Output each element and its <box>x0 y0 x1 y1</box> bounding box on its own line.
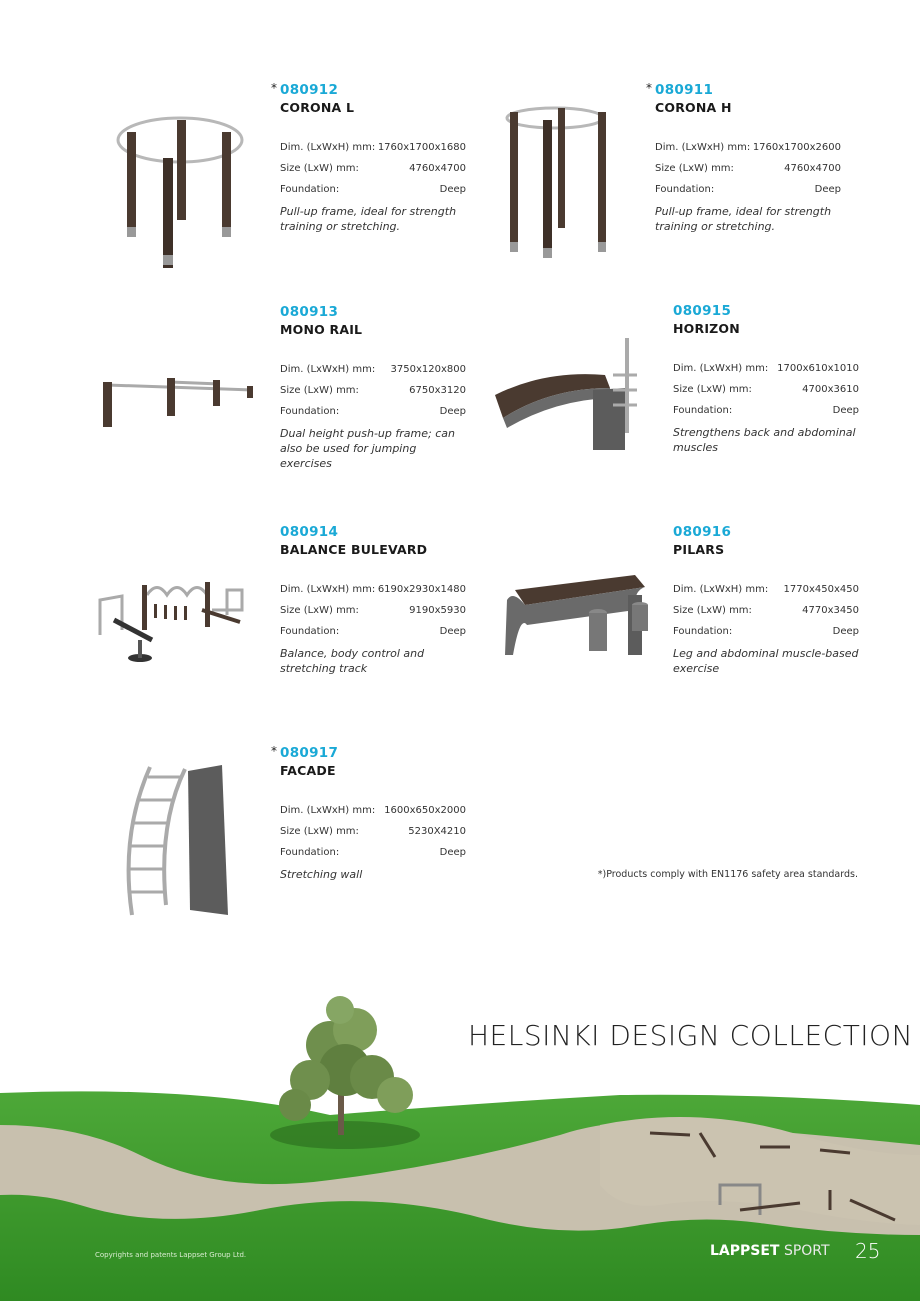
brand-logo: LAPPSET SPORT <box>710 1243 830 1259</box>
spec-row-size: Size (LxW) mm: 4760x4700 <box>655 163 841 174</box>
spec-table <box>673 358 859 421</box>
spec-table <box>673 579 859 642</box>
product-description: Leg and abdominal muscle-based exercise <box>673 647 859 675</box>
spec-row-size: Size (LxW) mm: 9190x5930 <box>280 605 466 616</box>
product-code: 080913 <box>280 304 339 320</box>
corona-h-image <box>470 80 640 270</box>
spec-row-dim: Dim. (LxWxH) mm: 1760x1700x1680 <box>280 142 466 153</box>
product-name: CORONA L <box>280 100 355 115</box>
spec-row-foundation: Foundation: Deep <box>673 626 859 637</box>
product-name: PILARS <box>673 542 725 557</box>
spec-row-dim: Dim. (LxWxH) mm: 3750x120x800 <box>280 364 466 375</box>
spec-row-size: Size (LxW) mm: 6750x3120 <box>280 385 466 396</box>
product-description: Strengthens back and abdominal muscles <box>673 426 856 454</box>
spec-row-foundation: Foundation: Deep <box>655 184 841 195</box>
pilars-image <box>485 555 655 685</box>
product-code: 080914 <box>280 524 339 540</box>
spec-row-foundation: Foundation: Deep <box>280 406 466 417</box>
spec-table <box>280 800 466 863</box>
product-description: Stretching wall <box>280 868 363 881</box>
copyright-notice: Copyrights and patents Lappset Group Ltd. <box>95 1251 247 1259</box>
product-code: 080915 <box>673 303 732 319</box>
horizon-info <box>673 303 859 455</box>
corona-l-image <box>95 80 265 270</box>
product-description: Pull-up frame, ideal for strength training or stretching. <box>280 205 457 233</box>
corona-h-info <box>646 81 841 234</box>
spec-row-size: Size (LxW) mm: 4770x3450 <box>673 605 859 616</box>
product-name: CORONA H <box>655 100 732 115</box>
spec-row-dim: Dim. (LxWxH) mm: 1700x610x1010 <box>673 363 859 374</box>
product-code: * 080917 <box>271 744 339 761</box>
product-code: * 080911 <box>646 81 714 98</box>
product-name: FACADE <box>280 763 336 778</box>
spec-table <box>280 137 466 200</box>
collection-title: HELSINKI DESIGN COLLECTION <box>468 1019 914 1052</box>
safety-footnote: *)Products comply with EN1176 safety area standards. <box>597 869 858 880</box>
spec-table <box>280 579 466 642</box>
balance-bulevard-info <box>280 524 466 676</box>
pilars-info <box>673 524 859 676</box>
product-code: * 080912 <box>271 81 339 98</box>
spec-row-foundation: Foundation: Deep <box>673 405 859 416</box>
product-description: Dual height push-up frame; can also be used for jumping exercises <box>280 427 455 470</box>
spec-row-dim: Dim. (LxWxH) mm: 1760x1700x2600 <box>655 142 841 153</box>
product-name: MONO RAIL <box>280 322 363 337</box>
product-name: BALANCE BULEVARD <box>280 542 428 557</box>
product-code: 080916 <box>673 524 732 540</box>
spec-row-size: Size (LxW) mm: 4760x4700 <box>280 163 466 174</box>
spec-row-foundation: Foundation: Deep <box>280 847 466 858</box>
spec-table <box>655 137 841 200</box>
product-name: HORIZON <box>673 321 740 336</box>
horizon-image <box>485 310 655 480</box>
spec-row-size: Size (LxW) mm: 4700x3610 <box>673 384 859 395</box>
product-description: Pull-up frame, ideal for strength training or stretching. <box>655 205 832 233</box>
mono-rail-info <box>280 304 466 471</box>
facade-image <box>110 755 250 925</box>
spec-row-foundation: Foundation: Deep <box>280 184 466 195</box>
spec-row-dim: Dim. (LxWxH) mm: 1600x650x2000 <box>280 805 466 816</box>
mono-rail-image <box>95 310 265 480</box>
tree-cluster <box>270 996 420 1149</box>
facade-info <box>271 744 466 882</box>
spec-table <box>280 359 466 422</box>
product-description: Balance, body control and stretching track <box>280 647 425 675</box>
balance-bulevard-image <box>92 540 267 690</box>
spec-row-dim: Dim. (LxWxH) mm: 1770x450x450 <box>673 584 859 595</box>
spec-row-dim: Dim. (LxWxH) mm: 6190x2930x1480 <box>280 584 466 595</box>
corona-l-info <box>271 81 466 234</box>
page-number: 25 <box>855 1239 881 1263</box>
spec-row-size: Size (LxW) mm: 5230X4210 <box>280 826 466 837</box>
spec-row-foundation: Foundation: Deep <box>280 626 466 637</box>
